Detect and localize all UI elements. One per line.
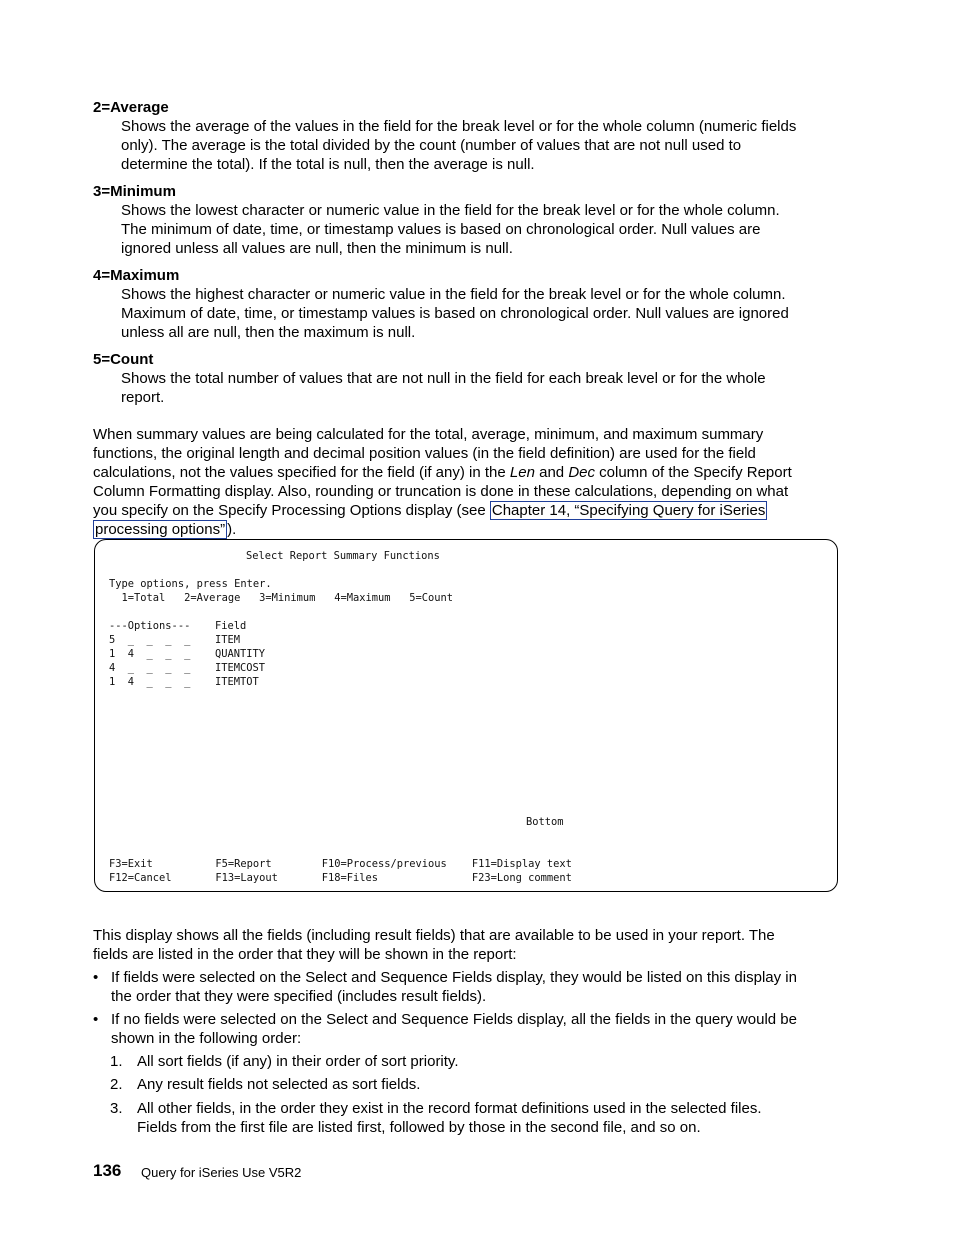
bullet-item: • If fields were selected on the Select and Sequence Fields display, they would be listed on this display in the order that they were specified (includes result fields). [93, 969, 797, 1005]
screen-row-field: ITEMCOST [215, 662, 266, 674]
screen-title: Select Report Summary Functions [246, 550, 440, 562]
definition-maximum: Shows the highest character or numeric value in the field for the break level or for the whole column. Maximum of date, time, or timestamp values is based on chronological order. Null values are ignored unless all are null, then the maximum is null. [121, 286, 789, 341]
bullet-mark: • [93, 1011, 99, 1028]
definition-count: Shows the total number of values that are not null in the field for each break level or for the whole report. [121, 370, 766, 406]
definition-minimum: Shows the lowest character or numeric value in the field for the break level or for the whole column. The minimum of date, time, or timestamp values is based on chronological order. Null values are ignored unless all values are null, then the minimum is null. [121, 202, 780, 257]
chapter-14-link-continued[interactable]: processing options” [95, 521, 226, 538]
bullet-item: • If no fields were selected on the Select and Sequence Fields display, all the fields in the query would be shown in the following order: [93, 1011, 797, 1047]
page-number: 136 [93, 1161, 122, 1180]
bullet-mark: • [93, 969, 99, 986]
definition-average: Shows the average of the values in the field for the break level or for the whole column (numeric fields only). The average is the total divided by the count (number of values that are not null used to determine the total). If the total is null, then the average is null. [121, 118, 797, 173]
screen-row-options[interactable]: 4 _ _ _ _ [109, 662, 191, 674]
term-maximum: 4=Maximum [93, 267, 180, 284]
chapter-14-link[interactable]: Chapter 14, “Specifying Query for iSeries [491, 502, 766, 519]
screen-row-field: QUANTITY [215, 648, 266, 660]
screen-row-options[interactable]: 1 4 _ _ _ [109, 648, 191, 660]
screen-row-field: ITEM [215, 634, 241, 646]
summary-paragraph: When summary values are being calculated for the total, average, minimum, and maximum summary functions, the original length and decimal position values (in the field definition) are used for the field calculations, not the values specified for the field (if any) in the Len and Dec column of the Specify Report Column Formatting display. Also, rounding or truncation is done in these calculations, depending on what you specify on the Specify Processing Options display (see Chapter 14, “Specifying Query for iSeries processing options” ). [93, 426, 792, 538]
screen-bottom-indicator: Bottom [526, 816, 564, 828]
numbered-item: 3. All other fields, in the order they exist in the record format definitions used in the selected files. Fields from the first file are listed first, followed by those in the second file, and so on. [110, 1100, 762, 1136]
fields-paragraph: This display shows all the fields (including result fields) that are available to be used in your report. The fields are listed in the order that they will be shown in the report: [93, 927, 775, 963]
numbered-item: 2. Any result fields not selected as sort fields. [110, 1076, 421, 1093]
screen-options-header: ---Options--- [109, 620, 191, 632]
screen-function-keys-row2[interactable]: F12=Cancel F13=Layout F18=Files F23=Long comment [109, 872, 572, 884]
numbered-item: 1. All sort fields (if any) in their order of sort priority. [110, 1053, 459, 1070]
screen-options-legend: 1=Total 2=Average 3=Minimum 4=Maximum 5=Count [109, 592, 454, 604]
term-count: 5=Count [93, 351, 154, 368]
screen-field-header: Field [215, 620, 247, 632]
screen-function-keys-row1[interactable]: F3=Exit F5=Report F10=Process/previous F11=Display text [109, 858, 572, 870]
term-average: 2=Average [93, 99, 169, 116]
screen-row-field: ITEMTOT [215, 676, 259, 688]
screen-instruction: Type options, press Enter. [109, 578, 272, 590]
term-minimum: 3=Minimum [93, 183, 176, 200]
screen-row-options[interactable]: 1 4 _ _ _ [109, 676, 191, 688]
screen-row-options[interactable]: 5 _ _ _ _ [109, 634, 191, 646]
book-title: Query for iSeries Use V5R2 [141, 1165, 302, 1180]
